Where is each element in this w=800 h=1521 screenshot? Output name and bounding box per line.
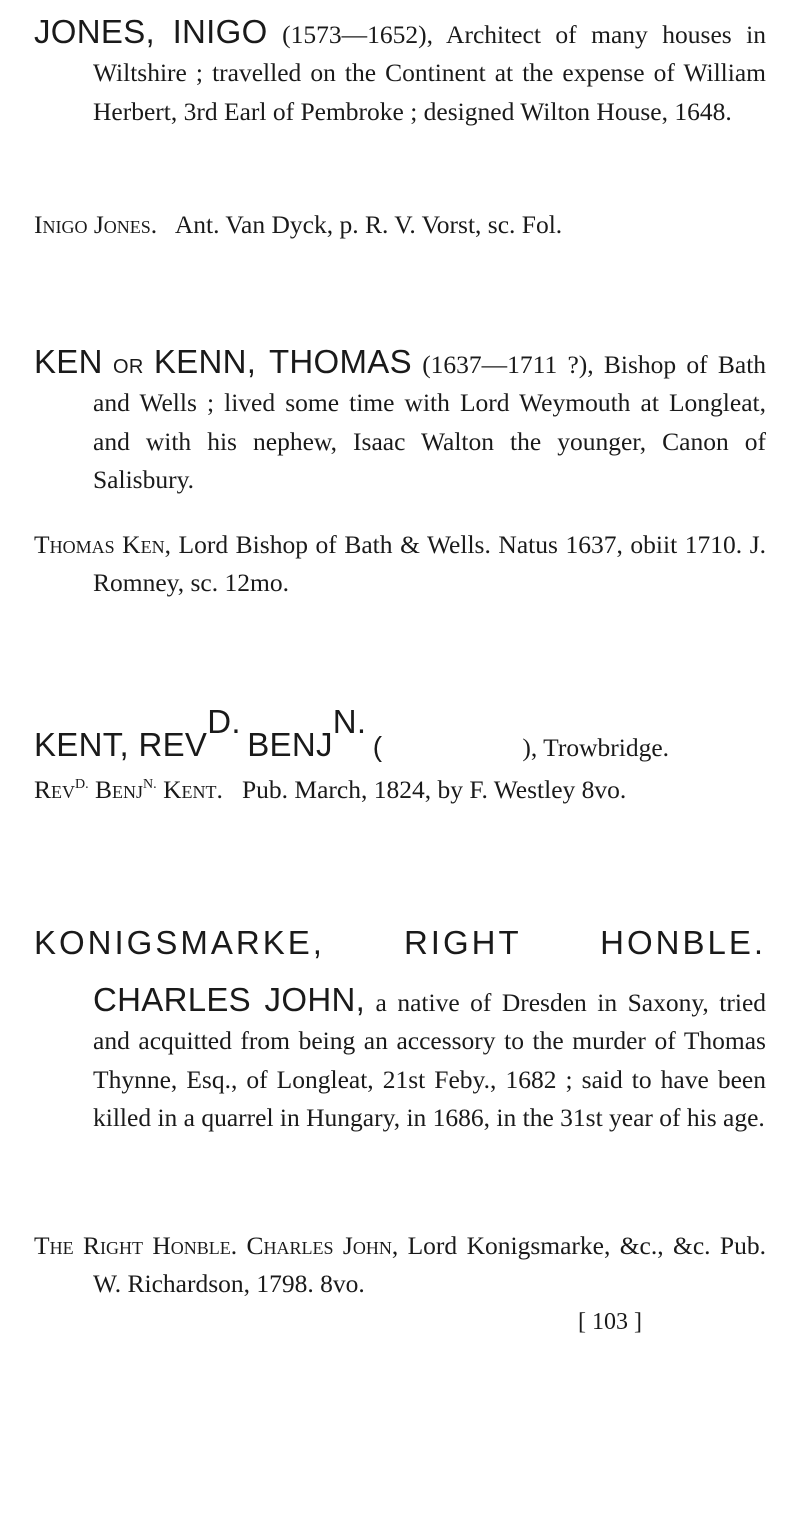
portrait-title: Kent. [163,774,223,804]
entry-text: (1637—1711 ?), Bishop of Bath and Wells ; lived some time with Lord Weymouth at Longleat, and with his nephew, Isaac Walton the younger, Canon of Salisbury. [93,349,767,494]
portrait-title: The Right Honble. Charles John, [34,1230,399,1260]
superscript: D. [75,776,89,792]
portrait-kent [34,766,766,809]
portrait-text: Ant. Van Dyck, p. R. V. Vorst, sc. Fol. [174,209,563,239]
entry-name: KENN, THOMAS [153,342,412,380]
portrait-title: Inigo Jones. [34,209,158,239]
entry-kent [34,703,766,768]
entry-jones [34,13,766,132]
superscript: D. [207,702,241,740]
entry-konigsmarke-name: KONIGSMARKE, RIGHT HONBLE. [34,924,766,961]
portrait-title: Benj [95,774,144,804]
entry-text: ), Trowbridge. [522,732,670,762]
paren: ( [372,730,383,762]
portrait-text: Lord Bishop of Bath & Wells. Natus 1637, obiit 1710. J. Romney, sc. 12mo. [93,529,767,597]
superscript: N. [143,776,157,792]
entry-name: CHARLES JOHN, [93,980,366,1018]
entry-name: KEN [34,342,103,380]
superscript: N. [332,702,367,740]
portrait-text: Pub. March, 1824, by F. Westley 8vo. [241,774,627,804]
portrait-konigsmarke [34,1227,766,1304]
entry-ken [34,343,766,500]
portrait-title: Thomas Ken, [34,529,171,559]
page-number: [ 103 ] [578,1309,642,1335]
portrait-title: Rev [34,774,76,804]
portrait-text: Lord Konigsmarke, &c., &c. Pub. W. Richardson, 1798. 8vo. [93,1230,766,1298]
entry-text: a native of Dresden in Saxony, tried and acquitted from being an accessory to the murder of Thomas Thynne, Esq., of Longleat, 21st Feby., 1682 ; said to have been killed in a quarrel in Hungary, in 1686, in the 31st year of his age. [93,987,767,1132]
entry-name: KENT, REV [34,725,208,763]
entry-text: (1573—1652), Architect of many houses in Wiltshire ; travelled on the Continent at the expense of William Herbert, 3rd Earl of Pembroke ; designed Wilton House, 1648. [93,19,767,126]
portrait-ken [34,526,766,603]
entry-konigsmarke [34,981,766,1138]
entry-or: or [113,347,144,379]
entry-name: BENJ [247,725,333,763]
entry-name: JONES, INIGO [34,12,268,50]
portrait-jones [34,206,766,245]
